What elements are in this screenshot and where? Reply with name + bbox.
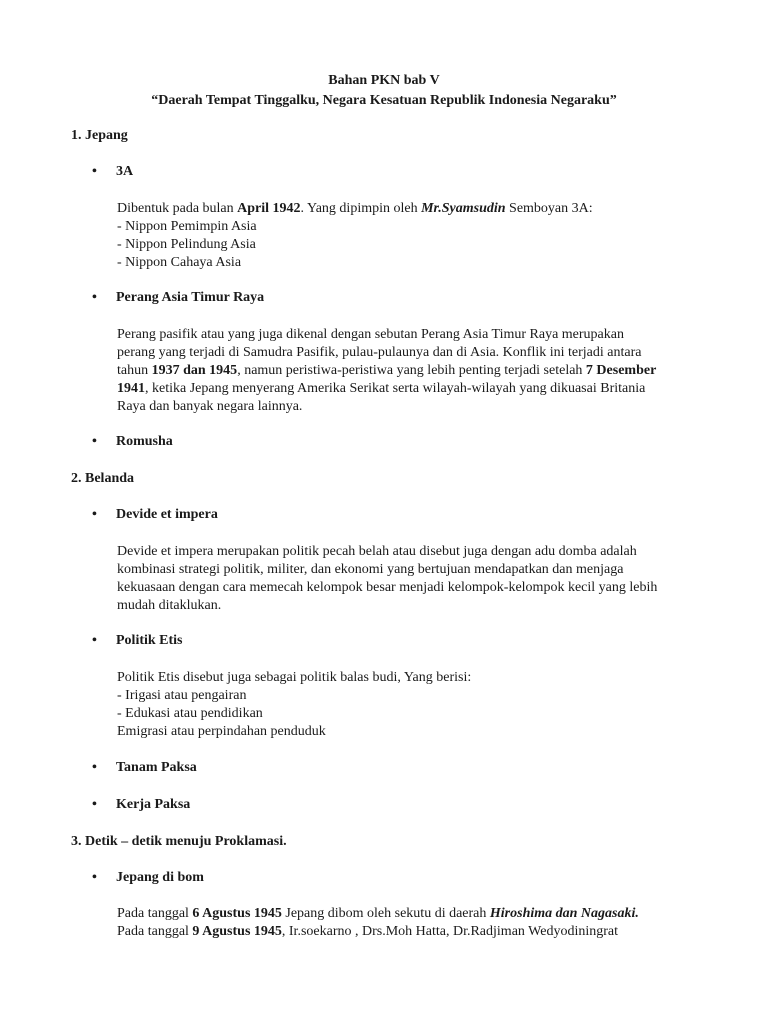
paragraph-line: - Irigasi atau pengairan: [117, 688, 247, 703]
document-header: [0, 71, 768, 111]
paragraph-line: - Edukasi atau pendidikan: [117, 706, 263, 721]
paragraph-line: Raya dan banyak negara lainnya.: [117, 399, 303, 414]
paragraph-line: Perang pasifik atau yang juga dikenal dengan sebutan Perang Asia Timur Raya merupakan: [117, 327, 624, 342]
bullet-politik-etis: [92, 631, 183, 651]
bullet-perang-asia-timur-raya: [92, 288, 264, 308]
paragraph-line: 1941, ketika Jepang menyerang Amerika Serikat serta wilayah-wilayah yang dikuasai Britania: [117, 381, 646, 396]
paragraph-line: - Nippon Cahaya Asia: [117, 255, 242, 270]
paragraph-line: Emigrasi atau perpindahan penduduk: [117, 724, 326, 739]
bullet-label: Devide et impera: [116, 507, 218, 522]
bullet-label: Jepang di bom: [116, 870, 204, 885]
bullet-jepang-di-bom: [92, 868, 204, 888]
bullet-tanam-paksa: [92, 758, 197, 778]
bullet-label: 3A: [116, 164, 134, 179]
bullet-marker: •: [92, 760, 97, 775]
bullet-label: Politik Etis: [116, 633, 183, 648]
bullet-label: Perang Asia Timur Raya: [116, 290, 265, 305]
paragraph-line: - Nippon Pelindung Asia: [117, 237, 256, 252]
paragraph-line: mudah ditaklukan.: [117, 598, 222, 613]
paragraph-line: - Nippon Pemimpin Asia: [117, 219, 257, 234]
paragraph-line: Dibentuk pada bulan April 1942. Yang dipimpin oleh Mr.Syamsudin Semboyan 3A:: [117, 201, 593, 216]
bullet-marker: •: [92, 290, 97, 305]
section-heading-belanda: 2. Belanda: [71, 471, 135, 486]
bullet-devide-et-impera: [92, 505, 218, 525]
paragraph-line: Politik Etis disebut juga sebagai politik balas budi, Yang berisi:: [117, 670, 472, 685]
bullet-marker: •: [92, 507, 97, 522]
bullet-marker: •: [92, 633, 97, 648]
document-subtitle: “Daerah Tempat Tinggalku, Negara Kesatuan Republik Indonesia Negaraku”: [151, 93, 617, 108]
bullet-marker: •: [92, 797, 97, 812]
bullet-marker: •: [92, 434, 97, 449]
section-heading-jepang: 1. Jepang: [71, 128, 128, 143]
paragraph-line: kombinasi strategi politik, militer, dan ekonomi yang bertujuan mendapatkan dan menjaga: [117, 562, 624, 577]
document-title: Bahan PKN bab V: [328, 73, 440, 88]
bullet-marker: •: [92, 164, 97, 179]
paragraph-line: kekuasaan dengan cara memecah kelompok besar menjadi kelompok-kelompok kecil yang lebih: [117, 580, 658, 595]
paragraph-devide: [117, 543, 707, 615]
section-heading-proklamasi: 3. Detik – detik menuju Proklamasi.: [71, 834, 287, 849]
paragraph-line: Pada tanggal 6 Agustus 1945 Jepang dibom oleh sekutu di daerah Hiroshima dan Nagasaki.: [117, 906, 639, 921]
bullet-kerja-paksa: [92, 795, 190, 815]
paragraph-line: Devide et impera merupakan politik pecah belah atau disebut juga dengan adu domba adalah: [117, 544, 637, 559]
paragraph-3a: [117, 200, 707, 272]
paragraph-line: Pada tanggal 9 Agustus 1945, Ir.soekarno , Drs.Moh Hatta, Dr.Radjiman Wedyodiningrat: [117, 924, 618, 939]
bullet-romusha: [92, 432, 173, 452]
paragraph-line: perang yang terjadi di Samudra Pasifik, pulau-pulaunya dan di Asia. Konflik ini terjadi antara: [117, 345, 642, 360]
paragraph-jepang-di-bom: [117, 905, 707, 941]
bullet-label: Kerja Paksa: [116, 797, 191, 812]
bullet-marker: •: [92, 870, 97, 885]
bullet-label: Romusha: [116, 434, 173, 449]
paragraph-politik-etis: [117, 669, 707, 741]
paragraph-line: tahun 1937 dan 1945, namun peristiwa-peristiwa yang lebih penting terjadi setelah 7 Desember: [117, 363, 657, 378]
paragraph-perang: [117, 326, 707, 416]
bullet-label: Tanam Paksa: [116, 760, 197, 775]
bullet-3a: [92, 162, 133, 182]
